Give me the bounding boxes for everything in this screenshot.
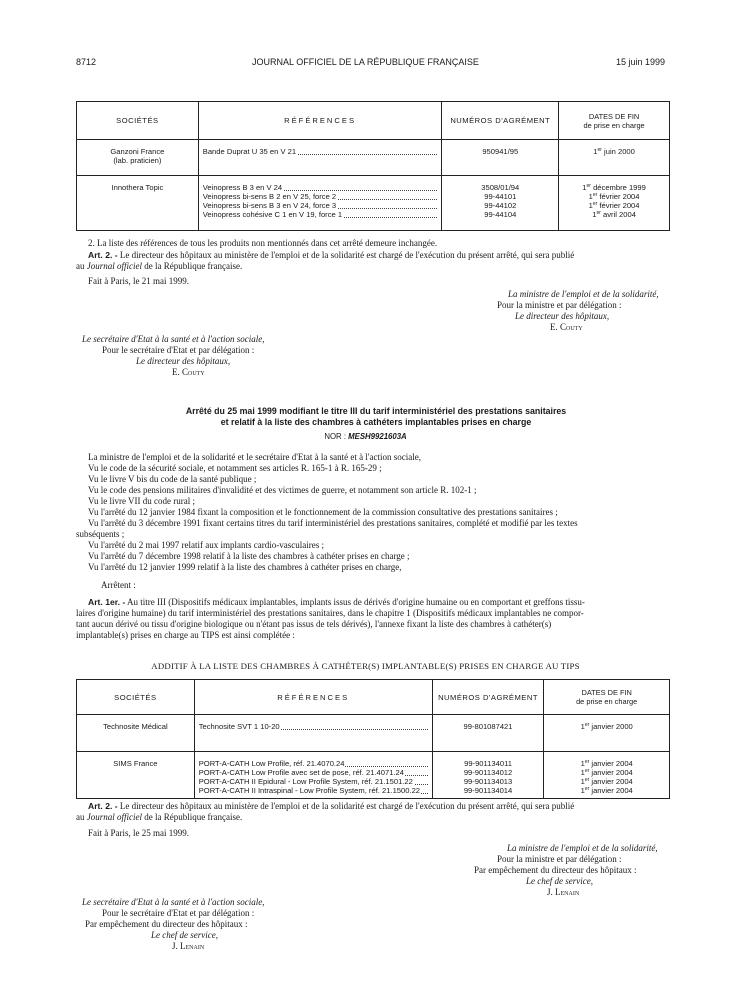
- cell-dates: [559, 140, 670, 176]
- reference-item: PORT-A-CATH Low Profile avec set de pose, réf. 21.4071.24: [199, 768, 428, 777]
- signature-right-1-name: E. Couty: [550, 322, 583, 332]
- cell-references: [194, 715, 432, 752]
- cell-numeros: [442, 140, 559, 176]
- signature-right-2-line-3: Par empêchement du directeur des hôpitaux :: [474, 865, 637, 875]
- nor-reference: NOR : MESH9921603A: [324, 432, 407, 441]
- signature-left-2-line-3: Par empêchement du directeur des hôpitaux :: [85, 919, 248, 929]
- article-1-line-1: Art. 1er. - Au titre III (Dispositifs médicaux implantables, implants issus de dérivés d'origine humaine ou en comportant et greffons tissu-: [88, 597, 585, 607]
- paragraph-2: 2. La liste des références de tous les produits non mentionnés dans cet arrêté demeure inchangée.: [88, 238, 438, 248]
- agrement-number: 99-901134014: [463, 786, 513, 795]
- end-date: 1er janvier 2004: [580, 777, 633, 786]
- end-date: 1er juin 2000: [593, 147, 635, 156]
- preamble-line: Vu l'arrêté du 2 mai 1997 relatif aux implants cardio-vasculaires ;: [88, 540, 324, 550]
- agrement-number: 950941/95: [482, 147, 519, 156]
- societe-name: Technosite Médical: [103, 722, 168, 731]
- signature-left-1-line-1: Le secrétaire d'Etat à la santé et à l'action sociale,: [82, 334, 265, 344]
- societe-name: SIMS France: [113, 759, 158, 768]
- additif-title: ADDITIF À LA LISTE DES CHAMBRES À CATHÉTER(S) IMPLANTABLE(S) PRISES EN CHARGE AU TIPS: [151, 661, 580, 671]
- reference-item: Veinopress B 3 en V 24: [203, 183, 438, 192]
- reference-item: Veinopress cohésive C 1 en V 19, force 1: [203, 210, 438, 219]
- column-header-societes: SOCIÉTÉS: [77, 680, 195, 715]
- article-2b-line-1: Art. 2. - Le directeur des hôpitaux au ministère de l'emploi et de la solidarité est chargé de l'exécution du présent arrêté, qui sera publié: [88, 801, 575, 811]
- cell-dates: [559, 176, 670, 231]
- cell-dates: [544, 752, 670, 799]
- signature-left-2-line-1: Le secrétaire d'Etat à la santé et à l'action sociale,: [82, 897, 265, 907]
- end-date: 1er avril 2004: [592, 210, 636, 219]
- article-1-line-2: laires d'origine humaine) du tarif interministériel des prestations sanitaires, dans le chapitre 1 (Dispositifs médicaux implantables ne compor-: [76, 608, 584, 618]
- agrement-number: 99-901134011: [464, 759, 512, 768]
- cell-references: [194, 752, 432, 799]
- article-2-line-2: au Journal officiel de la République française.: [76, 261, 243, 271]
- reference-item: Veinopress bi-sens B 2 en V 25, force 2: [203, 192, 438, 201]
- issue-date: 15 juin 1999: [615, 57, 665, 67]
- end-date: 1er janvier 2000: [580, 722, 633, 731]
- signature-right-1-line-1: La ministre de l'emploi et de la solidarité,: [508, 289, 659, 299]
- reference-item: Bande Duprat U 35 en V 21: [203, 147, 438, 156]
- column-header-numeros: NUMÉROS D'AGRÉMENT: [432, 680, 544, 715]
- cell-references: [198, 140, 442, 176]
- article-2b-line-2: au Journal officiel de la République française.: [76, 812, 243, 822]
- column-header-dates: DATES DE FIN de prise en charge: [544, 680, 670, 715]
- cell-societe: [77, 176, 199, 231]
- agrement-number: 99-44101: [484, 192, 517, 201]
- cell-numeros: [442, 176, 559, 231]
- end-date: 1er janvier 2004: [580, 786, 633, 795]
- signature-left-1-name: E. Couty: [172, 367, 205, 377]
- table-row: [77, 140, 670, 176]
- preamble-line: La ministre de l'emploi et de la solidarité et le secrétaire d'Etat à la santé et à l'action sociale,: [88, 452, 421, 462]
- signature-left-2-name: J. Lenain: [172, 941, 205, 951]
- cell-numeros: [432, 752, 544, 799]
- cell-numeros: [432, 715, 544, 752]
- signature-left-1-line-3: Le directeur des hôpitaux,: [136, 356, 231, 366]
- reference-item: PORT-A-CATH II Epidural - Low Profile System, réf. 21.1501.22: [199, 777, 428, 786]
- signature-left-1-line-2: Pour le secrétaire d'Etat et par délégation :: [102, 345, 255, 355]
- reference-item: Technosite SVT 1 10-20: [199, 722, 428, 731]
- article-1-line-4: implantable(s) prises en charge au TIPS est ainsi complétée :: [76, 630, 295, 640]
- cell-societe: [77, 715, 195, 752]
- preamble-line: Vu l'arrêté du 12 janvier 1999 relatif à la liste des chambres à cathéter prises en charge,: [88, 562, 402, 572]
- preamble-line: Vu l'arrêté du 12 janvier 1984 fixant la composition et le fonctionnement de la commission consultative des prestations sanitaires ;: [88, 507, 558, 517]
- agrement-number: 99-44104: [484, 210, 517, 219]
- reference-item: Veinopress bi-sens B 3 en V 24, force 3: [203, 201, 438, 210]
- cell-references: [198, 176, 442, 231]
- societe-name: Ganzoni France: [110, 147, 165, 156]
- column-header-dates: DATES DE FIN de prise en charge: [559, 102, 670, 140]
- end-date: 1er janvier 2004: [580, 759, 633, 768]
- signature-right-1-line-3: Le directeur des hôpitaux,: [515, 311, 610, 321]
- page-number: 8712: [76, 57, 97, 67]
- preamble-line: Vu l'arrêté du 3 décembre 1991 fixant certains titres du tarif interministériel des prestations sanitaires, complété et modifié par les textes: [88, 518, 578, 528]
- agrement-number: 99-801087421: [463, 722, 513, 731]
- article-2-line-1: Art. 2. - Le directeur des hôpitaux au ministère de l'emploi et de la solidarité est chargé de l'exécution du présent arrêté, qui sera publié: [88, 250, 575, 260]
- signature-right-1-line-2: Pour la ministre et par délégation :: [497, 300, 622, 310]
- preamble-line: Vu le code des pensions militaires d'invalidité et des victimes de guerre, et notamment son article R. 102-1 ;: [88, 485, 477, 495]
- agrement-number: 3508/01/94: [481, 183, 520, 192]
- column-header-numeros: NUMÉROS D'AGRÉMENT: [442, 102, 559, 140]
- signature-left-2-line-4: Le chef de service,: [151, 930, 218, 940]
- signature-right-2-line-2: Pour la ministre et par délégation :: [497, 854, 622, 864]
- column-header-references: RÉFÉRENCES: [194, 680, 432, 715]
- table-references-2: [76, 679, 670, 799]
- fait-a-paris-1: Fait à Paris, le 21 mai 1999.: [88, 276, 189, 286]
- preamble-line: subséquents ;: [76, 529, 125, 539]
- signature-right-2-name: J. Lenain: [547, 887, 580, 897]
- societe-name: Innothera Topic: [111, 183, 164, 192]
- reference-item: PORT-A-CATH II Intraspinal - Low Profile System, réf. 21.1500.22: [199, 786, 428, 795]
- preamble-line: Vu le livre V bis du code de la santé publique ;: [88, 474, 257, 484]
- column-header-societes: SOCIÉTÉS: [77, 102, 199, 140]
- cell-dates: [544, 715, 670, 752]
- preamble-line: Vu le code de la sécurité sociale, et notamment ses articles R. 165-1 à R. 165-29 ;: [88, 463, 382, 473]
- arrete-title-line-1: Arrêté du 25 mai 1999 modifiant le titre III du tarif interministériel des prestations sanitaires: [185, 406, 567, 416]
- preamble-line: Vu le livre VII du code rural ;: [88, 496, 196, 506]
- article-1-line-3: tant aucun dérivé ou tissu d'origine biologique ou n'étant pas issus de tels dérivés), l'annexe fixant la liste des chambres à cathéter(s): [76, 619, 552, 629]
- signature-right-2-line-4: Le chef de service,: [526, 876, 593, 886]
- signature-left-2-line-2: Pour le secrétaire d'Etat et par délégation :: [102, 908, 255, 918]
- signature-right-2-line-1: La ministre de l'emploi et de la solidarité,: [507, 843, 658, 853]
- agrement-number: 99-901134012: [463, 768, 513, 777]
- cell-societe: [77, 752, 195, 799]
- end-date: 1er février 2004: [588, 192, 640, 201]
- end-date: 1er janvier 2004: [580, 768, 633, 777]
- agrement-number: 99-901134013: [463, 777, 513, 786]
- reference-item: PORT-A-CATH Low Profile, réf. 21.4070.24: [199, 759, 428, 768]
- agrement-number: 99-44102: [484, 201, 517, 210]
- journal-title: JOURNAL OFFICIEL DE LA RÉPUBLIQUE FRANÇAISE: [252, 57, 479, 67]
- end-date: 1er février 2004: [588, 201, 640, 210]
- arretent: Arrêtent :: [101, 580, 136, 590]
- cell-societe: [77, 140, 199, 176]
- column-header-references: RÉFÉRENCES: [198, 102, 442, 140]
- table-references-1: [76, 101, 670, 231]
- table-row: [77, 752, 670, 799]
- arrete-title-line-2: et relatif à la liste des chambres à cathéters implantables prises en charge: [220, 417, 532, 427]
- preamble-line: Vu l'arrêté du 7 décembre 1998 relatif à la liste des chambres à cathéter prises en charge ;: [88, 551, 410, 561]
- societe-name: (lab. praticien): [113, 156, 162, 165]
- fait-a-paris-2: Fait à Paris, le 25 mai 1999.: [88, 828, 189, 838]
- table-row: [77, 715, 670, 752]
- table-row: [77, 176, 670, 231]
- end-date: 1er décembre 1999: [582, 183, 646, 192]
